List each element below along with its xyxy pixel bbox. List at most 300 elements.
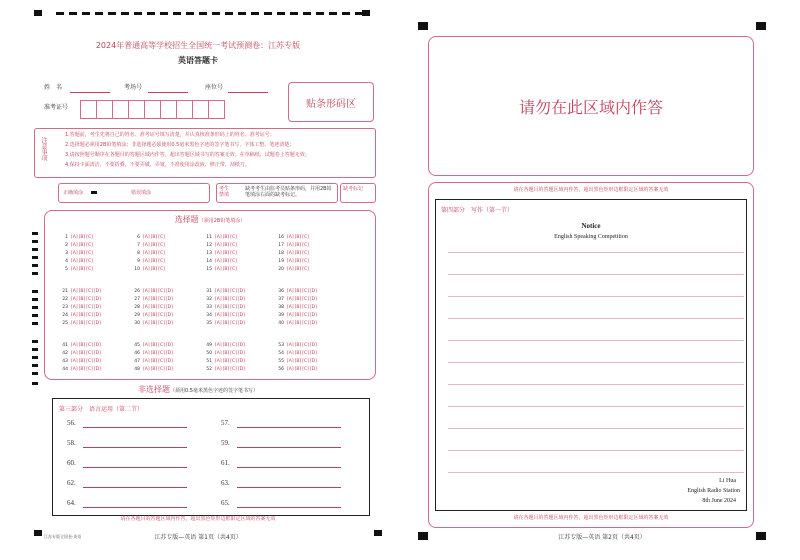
- choice-bubble[interactable]: [A]: [143, 235, 150, 240]
- choice-bubble[interactable]: [A]: [215, 259, 222, 264]
- choice-question-47[interactable]: 47 [A][B][C][D]: [134, 359, 173, 364]
- choice-bubble[interactable]: [A]: [287, 297, 294, 302]
- choice-bubble[interactable]: [A]: [143, 343, 150, 348]
- choice-bubble[interactable]: [D]: [309, 351, 317, 356]
- choice-bubble[interactable]: [D]: [237, 351, 245, 356]
- choice-bubble[interactable]: [A]: [215, 351, 222, 356]
- choice-bubble[interactable]: [C]: [158, 305, 165, 310]
- choice-bubble[interactable]: [B]: [294, 251, 302, 256]
- choice-bubble[interactable]: [C]: [86, 267, 93, 272]
- choice-bubble[interactable]: [D]: [93, 305, 101, 310]
- choice-bubble[interactable]: [C]: [302, 351, 309, 356]
- choice-question-12[interactable]: 12 [A][B][C]: [206, 243, 237, 248]
- choice-bubble[interactable]: [B]: [222, 243, 230, 248]
- timing-mark: [264, 12, 272, 15]
- choice-bubble[interactable]: [A]: [71, 235, 78, 240]
- choice-bubble[interactable]: [B]: [78, 235, 86, 240]
- fill-blank-line[interactable]: [237, 467, 341, 468]
- choice-bubble[interactable]: [D]: [237, 305, 245, 310]
- choice-bubble[interactable]: [C]: [86, 251, 93, 256]
- choice-question-28[interactable]: 28 [A][B][C][D]: [134, 305, 173, 310]
- fill-blank-line[interactable]: [83, 427, 187, 428]
- choice-question-54[interactable]: 54 [A][B][C][D]: [278, 351, 317, 356]
- exam-number-digit-box[interactable]: [80, 100, 97, 119]
- choice-bubble[interactable]: [C]: [230, 305, 237, 310]
- choice-bubble[interactable]: [B]: [150, 313, 158, 318]
- choice-bubble[interactable]: [B]: [294, 321, 302, 326]
- choice-question-23[interactable]: 23 [A][B][C][D]: [62, 305, 101, 310]
- choice-bubble[interactable]: [A]: [71, 267, 78, 272]
- choice-bubble[interactable]: [D]: [165, 359, 173, 364]
- choice-bubble[interactable]: [B]: [222, 343, 230, 348]
- fill-blank-line[interactable]: [83, 467, 187, 468]
- choice-bubble[interactable]: [C]: [86, 305, 93, 310]
- choice-bubble[interactable]: [D]: [93, 367, 101, 372]
- choice-bubble[interactable]: [C]: [86, 289, 93, 294]
- writing-line[interactable]: [448, 340, 744, 341]
- choice-bubble[interactable]: [A]: [215, 321, 222, 326]
- choice-bubble[interactable]: [A]: [287, 289, 294, 294]
- choice-bubble[interactable]: [B]: [150, 359, 158, 364]
- choice-bubble[interactable]: [A]: [143, 313, 150, 318]
- choice-bubble[interactable]: [C]: [302, 259, 309, 264]
- choice-bubble[interactable]: [A]: [287, 351, 294, 356]
- choice-bubble[interactable]: [C]: [230, 251, 237, 256]
- choice-bubble[interactable]: [B]: [78, 359, 86, 364]
- choice-question-41[interactable]: 41 [A][B][C][D]: [62, 343, 101, 348]
- choice-question-26[interactable]: 26 [A][B][C][D]: [134, 289, 173, 294]
- choice-bubble[interactable]: [C]: [302, 343, 309, 348]
- choice-bubble[interactable]: [D]: [93, 351, 101, 356]
- choice-bubble[interactable]: [B]: [78, 305, 86, 310]
- choice-question-53[interactable]: 53 [A][B][C][D]: [278, 343, 317, 348]
- choice-bubble[interactable]: [C]: [86, 313, 93, 318]
- exam-number-digit-box[interactable]: [208, 100, 225, 119]
- choice-bubble[interactable]: [A]: [287, 251, 294, 256]
- choice-bubble[interactable]: [C]: [230, 359, 237, 364]
- choice-bubble[interactable]: [A]: [287, 305, 294, 310]
- choice-bubble[interactable]: [B]: [150, 321, 158, 326]
- choice-question-55[interactable]: 55 [A][B][C][D]: [278, 359, 317, 364]
- choice-bubble[interactable]: [C]: [302, 251, 309, 256]
- choice-bubble[interactable]: [A]: [71, 351, 78, 356]
- choice-bubble[interactable]: [B]: [150, 267, 158, 272]
- fill-blank-line[interactable]: [237, 487, 341, 488]
- choice-bubble[interactable]: [D]: [309, 359, 317, 364]
- choice-question-24[interactable]: 24 [A][B][C][D]: [62, 313, 101, 318]
- exam-number-digit-box[interactable]: [176, 100, 193, 119]
- choice-question-10[interactable]: 10 [A][B][C]: [134, 267, 165, 272]
- writing-line[interactable]: [448, 296, 744, 297]
- choice-bubble[interactable]: [A]: [71, 343, 78, 348]
- choice-bubble[interactable]: [A]: [287, 367, 294, 372]
- exam-number-digit-box[interactable]: [128, 100, 145, 119]
- choice-bubble[interactable]: [D]: [165, 367, 173, 372]
- choice-question-6[interactable]: 6 [A][B][C]: [137, 235, 165, 240]
- choice-question-37[interactable]: 37 [A][B][C][D]: [278, 297, 317, 302]
- choice-bubble[interactable]: [C]: [302, 359, 309, 364]
- choice-bubble[interactable]: [B]: [78, 267, 86, 272]
- choice-bubble[interactable]: [C]: [302, 321, 309, 326]
- choice-bubble[interactable]: [D]: [165, 343, 173, 348]
- choice-bubble[interactable]: [B]: [294, 243, 302, 248]
- choice-bubble[interactable]: [C]: [230, 289, 237, 294]
- choice-bubble[interactable]: [C]: [158, 367, 165, 372]
- choice-bubble[interactable]: [D]: [165, 289, 173, 294]
- choice-question-43[interactable]: 43 [A][B][C][D]: [62, 359, 101, 364]
- choice-bubble[interactable]: [B]: [294, 289, 302, 294]
- choice-bubble[interactable]: [C]: [158, 235, 165, 240]
- choice-bubble[interactable]: [D]: [165, 305, 173, 310]
- choice-question-33[interactable]: 33 [A][B][C][D]: [206, 305, 245, 310]
- choice-bubble[interactable]: [A]: [287, 343, 294, 348]
- choice-bubble[interactable]: [B]: [150, 243, 158, 248]
- choice-bubble[interactable]: [C]: [302, 289, 309, 294]
- choice-bubble[interactable]: [C]: [230, 351, 237, 356]
- choice-bubble[interactable]: [A]: [143, 305, 150, 310]
- choice-question-19[interactable]: 19 [A][B][C]: [278, 259, 309, 264]
- choice-bubble[interactable]: [B]: [78, 251, 86, 256]
- side-timing-mark: [32, 322, 38, 325]
- choice-bubble[interactable]: [B]: [222, 359, 230, 364]
- choice-bubble[interactable]: [C]: [230, 243, 237, 248]
- choice-question-22[interactable]: 22 [A][B][C][D]: [62, 297, 101, 302]
- choice-bubble[interactable]: [A]: [287, 313, 294, 318]
- choice-bubble[interactable]: [A]: [215, 289, 222, 294]
- choice-bubble[interactable]: [B]: [294, 259, 302, 264]
- choice-bubble[interactable]: [B]: [150, 351, 158, 356]
- choice-bubble[interactable]: [C]: [302, 367, 309, 372]
- choice-bubble[interactable]: [C]: [302, 305, 309, 310]
- choice-bubble[interactable]: [C]: [230, 259, 237, 264]
- choice-bubble[interactable]: [C]: [86, 243, 93, 248]
- choice-bubble[interactable]: [A]: [143, 367, 150, 372]
- choice-bubble[interactable]: [D]: [309, 305, 317, 310]
- choice-bubble[interactable]: [A]: [143, 243, 150, 248]
- choice-bubble[interactable]: [D]: [237, 343, 245, 348]
- choice-bubble[interactable]: [C]: [86, 351, 93, 356]
- choice-bubble[interactable]: [B]: [222, 259, 230, 264]
- choice-bubble[interactable]: [A]: [143, 251, 150, 256]
- choice-bubble[interactable]: [C]: [230, 313, 237, 318]
- choice-bubble[interactable]: [D]: [165, 313, 173, 318]
- choice-bubble[interactable]: [D]: [93, 343, 101, 348]
- choice-bubble[interactable]: [D]: [309, 367, 317, 372]
- choice-question-29[interactable]: 29 [A][B][C][D]: [134, 313, 173, 318]
- choice-bubble[interactable]: [B]: [222, 313, 230, 318]
- writing-line[interactable]: [448, 450, 744, 451]
- choice-question-7[interactable]: 7 [A][B][C]: [137, 243, 165, 248]
- choice-bubble[interactable]: [A]: [215, 359, 222, 364]
- absent-mark-box[interactable]: [340, 183, 376, 203]
- choice-bubble[interactable]: [A]: [71, 251, 78, 256]
- choice-bubble[interactable]: [B]: [222, 305, 230, 310]
- writing-line[interactable]: [448, 428, 744, 429]
- choice-bubble[interactable]: [A]: [71, 313, 78, 318]
- choice-bubble[interactable]: [A]: [143, 351, 150, 356]
- choice-bubble[interactable]: [B]: [78, 259, 86, 264]
- choice-bubble[interactable]: [A]: [287, 259, 294, 264]
- choice-bubble[interactable]: [A]: [287, 321, 294, 326]
- choice-bubble[interactable]: [C]: [230, 297, 237, 302]
- exam-number-digit-box[interactable]: [192, 100, 209, 119]
- note-4: 4.保持卡面清洁，不要折叠，不要弄破、弄皱，不准使用涂改液、修正带、刮纸刀。: [65, 162, 250, 168]
- choice-bubble[interactable]: [A]: [215, 313, 222, 318]
- choice-question-38[interactable]: 38 [A][B][C][D]: [278, 305, 317, 310]
- choice-bubble[interactable]: [C]: [158, 351, 165, 356]
- choice-question-25[interactable]: 25 [A][B][C][D]: [62, 321, 101, 326]
- choice-bubble[interactable]: [D]: [237, 321, 245, 326]
- choice-bubble[interactable]: [A]: [71, 359, 78, 364]
- choice-bubble[interactable]: [A]: [71, 243, 78, 248]
- choice-bubble[interactable]: [D]: [93, 321, 101, 326]
- choice-question-20[interactable]: 20 [A][B][C]: [278, 267, 309, 272]
- choice-bubble[interactable]: [C]: [230, 321, 237, 326]
- choice-bubble[interactable]: [A]: [287, 243, 294, 248]
- choice-bubble[interactable]: [D]: [93, 297, 101, 302]
- choice-bubble[interactable]: [A]: [215, 235, 222, 240]
- choice-question-18[interactable]: 18 [A][B][C]: [278, 251, 309, 256]
- timing-mark: [147, 12, 155, 15]
- choice-bubble[interactable]: [A]: [215, 367, 222, 372]
- choice-bubble[interactable]: [D]: [309, 313, 317, 318]
- fill-blank-line[interactable]: [83, 447, 187, 448]
- choice-bubble[interactable]: [B]: [294, 367, 302, 372]
- name-field[interactable]: [70, 92, 110, 93]
- choice-bubble[interactable]: [B]: [294, 235, 302, 240]
- fill-blank-line[interactable]: [237, 427, 341, 428]
- choice-question-51[interactable]: 51 [A][B][C][D]: [206, 359, 245, 364]
- choice-bubble[interactable]: [A]: [215, 343, 222, 348]
- choice-bubble[interactable]: [B]: [150, 235, 158, 240]
- exam-number-digit-box[interactable]: [144, 100, 161, 119]
- choice-question-30[interactable]: 30 [A][B][C][D]: [134, 321, 173, 326]
- choice-bubble[interactable]: [A]: [71, 297, 78, 302]
- choice-bubble[interactable]: [C]: [86, 297, 93, 302]
- choice-question-32[interactable]: 32 [A][B][C][D]: [206, 297, 245, 302]
- fill-number: 60.: [67, 459, 76, 467]
- fill-blank-line[interactable]: [83, 507, 187, 508]
- choice-question-16[interactable]: 16 [A][B][C]: [278, 235, 309, 240]
- choice-bubble[interactable]: [B]: [78, 289, 86, 294]
- choice-bubble[interactable]: [B]: [78, 313, 86, 318]
- seat-field[interactable]: [228, 92, 268, 93]
- choice-bubble[interactable]: [C]: [158, 259, 165, 264]
- choice-bubble[interactable]: [C]: [86, 343, 93, 348]
- writing-line[interactable]: [448, 274, 744, 275]
- choice-bubble[interactable]: [A]: [215, 297, 222, 302]
- choice-question-44[interactable]: 44 [A][B][C][D]: [62, 367, 101, 372]
- choice-bubble[interactable]: [B]: [222, 367, 230, 372]
- choice-question-5[interactable]: 5 [A][B][C]: [65, 267, 93, 272]
- choice-bubble[interactable]: [B]: [150, 297, 158, 302]
- choice-bubble[interactable]: [D]: [93, 313, 101, 318]
- choice-question-14[interactable]: 14 [A][B][C]: [206, 259, 237, 264]
- choice-question-42[interactable]: 42 [A][B][C][D]: [62, 351, 101, 356]
- choice-bubble[interactable]: [B]: [294, 359, 302, 364]
- choice-bubble[interactable]: [A]: [143, 359, 150, 364]
- choice-bubble[interactable]: [D]: [165, 321, 173, 326]
- choice-bubble[interactable]: [A]: [287, 235, 294, 240]
- choice-question-46[interactable]: 46 [A][B][C][D]: [134, 351, 173, 356]
- choice-question-31[interactable]: 31 [A][B][C][D]: [206, 289, 245, 294]
- choice-bubble[interactable]: [C]: [302, 235, 309, 240]
- choice-bubble[interactable]: [B]: [294, 313, 302, 318]
- fill-blank-line[interactable]: [83, 487, 187, 488]
- fill-blank-line[interactable]: [237, 507, 341, 508]
- choice-question-40[interactable]: 40 [A][B][C][D]: [278, 321, 317, 326]
- choice-bubble[interactable]: [C]: [158, 243, 165, 248]
- choice-bubble[interactable]: [B]: [222, 321, 230, 326]
- choice-bubble[interactable]: [D]: [93, 359, 101, 364]
- exam-number-digit-box[interactable]: [160, 100, 177, 119]
- choice-bubble[interactable]: [C]: [158, 289, 165, 294]
- choice-bubble[interactable]: [B]: [78, 297, 86, 302]
- choice-bubble[interactable]: [C]: [230, 343, 237, 348]
- choice-question-36[interactable]: 36 [A][B][C][D]: [278, 289, 317, 294]
- choice-bubble[interactable]: [A]: [143, 297, 150, 302]
- exam-number-digit-box[interactable]: [96, 100, 113, 119]
- choice-bubble[interactable]: [D]: [93, 289, 101, 294]
- fill-blank-box: [52, 398, 370, 516]
- writing-line[interactable]: [448, 384, 744, 385]
- choice-bubble[interactable]: [B]: [294, 305, 302, 310]
- choice-bubble[interactable]: [D]: [165, 297, 173, 302]
- choice-bubble[interactable]: [D]: [309, 321, 317, 326]
- choice-question-50[interactable]: 50 [A][B][C][D]: [206, 351, 245, 356]
- choice-question-3[interactable]: 3 [A][B][C]: [65, 251, 93, 256]
- choice-bubble[interactable]: [A]: [143, 259, 150, 264]
- writing-line[interactable]: [448, 362, 744, 363]
- choice-bubble[interactable]: [A]: [215, 251, 222, 256]
- choice-bubble[interactable]: [A]: [71, 259, 78, 264]
- writing-line[interactable]: [448, 318, 744, 319]
- choice-question-8[interactable]: 8 [A][B][C]: [137, 251, 165, 256]
- choice-question-11[interactable]: 11 [A][B][C]: [206, 235, 237, 240]
- choice-bubble[interactable]: [D]: [237, 313, 245, 318]
- choice-bubble[interactable]: [B]: [222, 235, 230, 240]
- choice-bubble[interactable]: [A]: [143, 321, 150, 326]
- choice-question-48[interactable]: 48 [A][B][C][D]: [134, 367, 173, 372]
- choice-question-35[interactable]: 35 [A][B][C][D]: [206, 321, 245, 326]
- choice-bubble[interactable]: [B]: [222, 251, 230, 256]
- choice-question-52[interactable]: 52 [A][B][C][D]: [206, 367, 245, 372]
- choice-bubble[interactable]: [B]: [78, 367, 86, 372]
- choice-bubble[interactable]: [B]: [150, 305, 158, 310]
- choice-bubble[interactable]: [C]: [230, 267, 237, 272]
- choice-bubble[interactable]: [A]: [143, 267, 150, 272]
- choice-bubble[interactable]: [B]: [294, 351, 302, 356]
- choice-bubble[interactable]: [D]: [165, 351, 173, 356]
- choice-bubble[interactable]: [A]: [71, 321, 78, 326]
- choice-bubble[interactable]: [A]: [71, 367, 78, 372]
- choice-bubble[interactable]: [C]: [158, 313, 165, 318]
- choice-bubble[interactable]: [B]: [78, 343, 86, 348]
- choice-question-13[interactable]: 13 [A][B][C]: [206, 251, 237, 256]
- choice-bubble[interactable]: [C]: [302, 243, 309, 248]
- choice-question-49[interactable]: 49 [A][B][C][D]: [206, 343, 245, 348]
- choice-bubble[interactable]: [C]: [302, 267, 309, 272]
- choice-bubble[interactable]: [C]: [158, 359, 165, 364]
- choice-question-9[interactable]: 9 [A][B][C]: [137, 259, 165, 264]
- choice-bubble[interactable]: [D]: [237, 367, 245, 372]
- choice-bubble[interactable]: [B]: [150, 289, 158, 294]
- choice-bubble[interactable]: [B]: [78, 351, 86, 356]
- choice-question-2[interactable]: 2 [A][B][C]: [65, 243, 93, 248]
- choice-bubble[interactable]: [B]: [294, 267, 302, 272]
- writing-line[interactable]: [448, 252, 744, 253]
- choice-bubble[interactable]: [A]: [287, 359, 294, 364]
- choice-bubble[interactable]: [C]: [158, 251, 165, 256]
- choice-bubble[interactable]: [B]: [78, 321, 86, 326]
- choice-bubble[interactable]: [A]: [71, 289, 78, 294]
- choice-bubble[interactable]: [A]: [215, 267, 222, 272]
- choice-bubble[interactable]: [C]: [86, 321, 93, 326]
- choice-bubble[interactable]: [B]: [150, 251, 158, 256]
- choice-bubble[interactable]: [C]: [158, 267, 165, 272]
- room-field[interactable]: [148, 92, 188, 93]
- writing-line[interactable]: [448, 472, 744, 473]
- choice-bubble[interactable]: [B]: [150, 367, 158, 372]
- choice-bubble[interactable]: [A]: [215, 243, 222, 248]
- choice-question-21[interactable]: 21 [A][B][C][D]: [62, 289, 101, 294]
- choice-bubble[interactable]: [C]: [86, 235, 93, 240]
- choice-bubble[interactable]: [C]: [158, 343, 165, 348]
- choice-bubble[interactable]: [C]: [230, 235, 237, 240]
- choice-bubble[interactable]: [B]: [294, 297, 302, 302]
- choice-bubble[interactable]: [C]: [230, 367, 237, 372]
- choice-question-4[interactable]: 4 [A][B][C]: [65, 259, 93, 264]
- choice-bubble[interactable]: [D]: [309, 297, 317, 302]
- choice-bubble[interactable]: [B]: [150, 259, 158, 264]
- choice-bubble[interactable]: [C]: [302, 313, 309, 318]
- choice-bubble[interactable]: [A]: [71, 305, 78, 310]
- choice-bubble[interactable]: [D]: [309, 289, 317, 294]
- choice-bubble[interactable]: [B]: [222, 289, 230, 294]
- choice-bubble[interactable]: [B]: [78, 243, 86, 248]
- choice-bubble[interactable]: [C]: [86, 359, 93, 364]
- choice-bubble[interactable]: [D]: [237, 359, 245, 364]
- choice-bubble[interactable]: [B]: [222, 267, 230, 272]
- fill-blank-line[interactable]: [237, 447, 341, 448]
- choice-bubble[interactable]: [A]: [215, 305, 222, 310]
- exam-number-digit-box[interactable]: [112, 100, 129, 119]
- choice-bubble[interactable]: [C]: [158, 321, 165, 326]
- writing-line[interactable]: [448, 406, 744, 407]
- choice-bubble[interactable]: [C]: [86, 367, 93, 372]
- choice-question-34[interactable]: 34 [A][B][C][D]: [206, 313, 245, 318]
- choice-question-56[interactable]: 56 [A][B][C][D]: [278, 367, 317, 372]
- choice-bubble[interactable]: [A]: [287, 267, 294, 272]
- choice-bubble[interactable]: [D]: [309, 343, 317, 348]
- choice-question-27[interactable]: 27 [A][B][C][D]: [134, 297, 173, 302]
- choice-bubble[interactable]: [B]: [222, 297, 230, 302]
- choice-question-17[interactable]: 17 [A][B][C]: [278, 243, 309, 248]
- choice-question-1[interactable]: 1 [A][B][C]: [65, 235, 93, 240]
- choice-bubble[interactable]: [C]: [302, 297, 309, 302]
- choice-bubble[interactable]: [C]: [158, 297, 165, 302]
- choice-bubble[interactable]: [B]: [222, 351, 230, 356]
- choice-bubble[interactable]: [D]: [237, 297, 245, 302]
- choice-question-39[interactable]: 39 [A][B][C][D]: [278, 313, 317, 318]
- choice-bubble[interactable]: [B]: [150, 343, 158, 348]
- choice-bubble[interactable]: [A]: [143, 289, 150, 294]
- choice-question-45[interactable]: 45 [A][B][C][D]: [134, 343, 173, 348]
- choice-question-15[interactable]: 15 [A][B][C]: [206, 267, 237, 272]
- choice-bubble[interactable]: [C]: [86, 259, 93, 264]
- choice-bubble[interactable]: [B]: [294, 343, 302, 348]
- choice-bubble[interactable]: [D]: [237, 289, 245, 294]
